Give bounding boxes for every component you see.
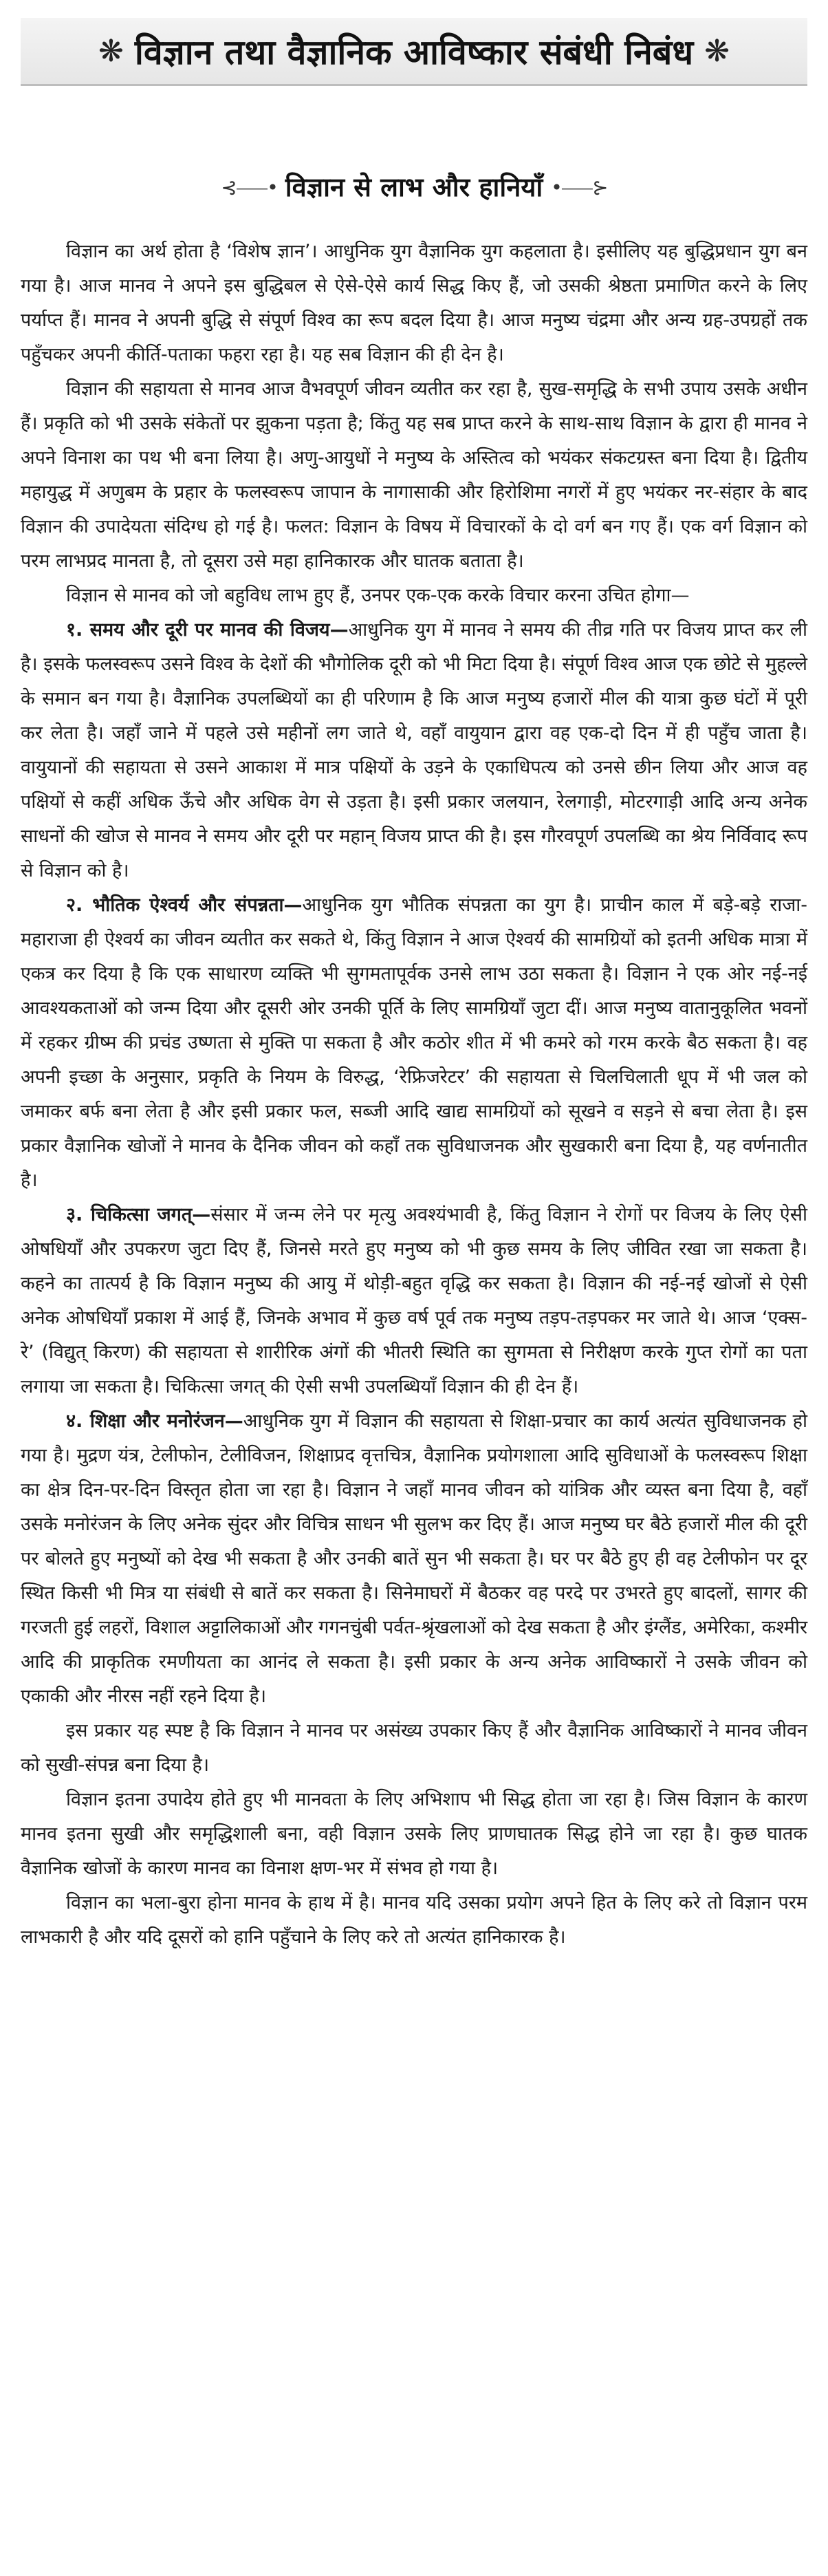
paragraph-text: इस प्रकार यह स्पष्ट है कि विज्ञान ने मानव पर असंख्य उपकार किए हैं और वैज्ञानिक आविष्कारों ने मानव जीवन को सुखी-संपन्न बना दिया है। — [21, 1720, 807, 1776]
paragraph-text: आधुनिक युग भौतिक संपन्नता का युग है। प्राचीन काल में बड़े-बड़े राजा-महाराजा ही ऐश्वर्य का जीवन व्यतीत कर सकते थे, किंतु विज्ञान ने आज ऐश्वर्य की सामग्रियों को इतनी अधिक मात्रा में एकत्र कर दिया है कि एक साधारण व्यक्ति भी सुगमतापूर्वक उनसे लाभ उठा सकता है। विज्ञान ने एक ओर नई-नई आवश्यकताओं को जन्म दिया और दूसरी ओर उनकी पूर्ति के लिए सामग्रियाँ जुटा दीं। आज मनुष्य वातानुकूलित भवनों में रहकर ग्रीष्म की प्रचंड उष्णता से मुक्ति पा सकता है और कठोर शीत में भी कमरे को गरम करके बैठ सकता है। वह अपनी इच्छा के अनुसार, प्रकृति के नियम के विरुद्ध, ‘रेफ्रिजरेटर’ की सहायता से चिलचिलाती धूप में भी जल को जमाकर बर्फ बना लेता है और इसी प्रकार फल, सब्जी आदि खाद्य सामग्रियों को सूखने व सड़ने से बचा लेता है। इस प्रकार वैज्ञानिक खोजों ने मानव के दैनिक जीवन को कहाँ तक सुविधाजनक और सुखकारी बना दिया है, यह वर्णनातीत है। — [21, 894, 807, 1191]
header-banner — [21, 18, 807, 86]
paragraph-text: विज्ञान इतना उपादेय होते हुए भी मानवता के लिए अभिशाप भी सिद्ध होता जा रहा है। जिस विज्ञान के कारण मानव इतना सुखी और समृद्धिशाली बना, वही विज्ञान उसके लिए प्राणघातक सिद्ध होने जा रहा है। कुछ घातक वैज्ञानिक खोजों के कारण मानव का विनाश क्षण-भर में संभव हो गया है। — [21, 1789, 807, 1879]
paragraph-text: विज्ञान से मानव को जो बहुविध लाभ हुए हैं, उनपर एक-एक करके विचार करना उचित होगा— — [66, 585, 690, 606]
essay-body — [21, 235, 807, 1955]
paragraph — [21, 1886, 807, 1955]
paragraph — [21, 1404, 807, 1714]
paragraph-text: विज्ञान की सहायता से मानव आज वैभवपूर्ण जीवन व्यतीत कर रहा है, सुख-समृद्धि के सभी उपाय उसके अधीन हैं। प्रकृति को भी उसके संकेतों पर झुकना पड़ता है; किंतु यह सब प्राप्त करने के साथ-साथ विज्ञान के द्वारा ही मानव ने अपने विनाश का पथ भी बना लिया है। अणु-आयुधों ने मनुष्य के अस्तित्व को भयंकर संकटग्रस्त बना दिया है। द्वितीय महायुद्ध में अणुबम के प्रहार के फलस्वरूप जापान के नागासाकी और हिरोशिमा नगरों में हुए भयंकर नर-संहार के बाद विज्ञान की उपादेयता संदिग्ध हो गई है। फलत: विज्ञान के विषय में विचारकों के दो वर्ग बन गए हैं। एक वर्ग विज्ञान को परम लाभप्रद मानता है, तो दूसरा उसे महा हानिकारक और घातक बताता है। — [21, 378, 807, 572]
point-heading: ४. शिक्षा और मनोरंजन— — [66, 1410, 243, 1432]
paragraph-text: संसार में जन्म लेने पर मृत्यु अवश्यंभावी है, किंतु विज्ञान ने रोगों पर विजय के लिए ऐसी ओषधियाँ और उपकरण जुटा दिए हैं, जिनसे मरते हुए मनुष्य को भी कुछ समय के लिए जीवित रखा जा सकता है। कहने का तात्पर्य है कि विज्ञान मनुष्य की आयु में थोड़ी-बहुत वृद्धि कर सकता है। विज्ञान की नई-नई खोजों से ऐसी अनेक ओषधियाँ प्रकाश में आई हैं, जिनके अभाव में कुछ वर्ष पूर्व तक मनुष्य तड़प-तड़पकर मर जाते थे। आज ‘एक्स-रे’ (विद्युत् किरण) की सहायता से शारीरिक अंगों की भीतरी स्थिति का सुगमता से निरीक्षण करके गुप्त रोगों का पता लगाया जा सकता है। चिकित्सा जगत् की ऐसी सभी उपलब्धियाँ विज्ञान की ही देन हैं। — [21, 1204, 807, 1397]
flourish-left-icon: ⊰⸺• — [221, 176, 277, 199]
paragraph-text: आधुनिक युग में मानव ने समय की तीव्र गति पर विजय प्राप्त कर ली है। इसके फलस्वरूप उसने विश्व के देशों की भौगोलिक दूरी को भी मिटा दिया है। संपूर्ण विश्व आज एक छोटे से मुहल्ले के समान बन गया है। वैज्ञानिक उपलब्धियों का ही परिणाम है कि आज मनुष्य हजारों मील की यात्रा कुछ घंटों में पूरी कर लेता है। जहाँ जाने में पहले उसे महीनों लग जाते थे, वहाँ वायुयान द्वारा वह एक-दो दिन में ही पहुँच जाता है। वायुयानों की सहायता से उसने आकाश में मात्र पक्षियों के उड़ने के एकाधिपत्य को उनसे छीन लिया और आज वह पक्षियों से कहीं अधिक ऊँचे और अधिक वेग से उड़ता है। इसी प्रकार जलयान, रेलगाड़ी, मोटरगाड़ी आदि अन्य अनेक साधनों की खोज से मानव ने समय और दूरी पर महान् विजय प्राप्त की है। इस गौरवपूर्ण उपलब्धि का श्रेय निर्विवाद रूप से विज्ञान को है। — [21, 619, 807, 881]
paragraph — [21, 613, 807, 888]
paragraph — [21, 1198, 807, 1404]
point-heading: १. समय और दूरी पर मानव की विजय— — [66, 619, 349, 641]
section-title: विज्ञान से लाभ और हानियाँ — [285, 172, 543, 202]
flower-ornament-icon: ❋ — [704, 33, 730, 69]
flower-ornament-icon: ❋ — [98, 33, 124, 69]
paragraph — [21, 1714, 807, 1783]
flourish-right-icon: •⸺⊱ — [551, 176, 607, 199]
paragraph — [21, 235, 807, 372]
section-heading — [21, 169, 807, 204]
paragraph-text: आधुनिक युग में विज्ञान की सहायता से शिक्षा-प्रचार का कार्य अत्यंत सुविधाजनक हो गया है। मुद्रण यंत्र, टेलीफोन, टेलीविजन, शिक्षाप्रद वृत्तचित्र, वैज्ञानिक प्रयोगशाला आदि सुविधाओं के फलस्वरूप शिक्षा का क्षेत्र दिन-पर-दिन विस्तृत होता जा रहा है। विज्ञान ने जहाँ मानव जीवन को यांत्रिक और व्यस्त बना दिया है, वहाँ उसके मनोरंजन के लिए अनेक सुंदर और विचित्र साधन भी सुलभ कर दिए हैं। आज मनुष्य घर बैठे हजारों मील की दूरी पर बोलते हुए मनुष्यों को देख भी सकता है और उनकी बातें सुन भी सकता है। घर पर बैठे हुए ही वह टेलीफोन पर दूर स्थित किसी भी मित्र या संबंधी से बातें कर सकता है। सिनेमाघरों में बैठकर वह परदे पर उभरते हुए बादलों, सागर की गरजती हुई लहरों, विशाल अट्टालिकाओं और गगनचुंबी पर्वत-श्रृंखलाओं को देख सकता है और इंग्लैंड, अमेरिका, कश्मीर आदि की प्राकृतिक रमणीयता का आनंद ले सकता है। इसी प्रकार के अन्य अनेक आविष्कारों ने उसके जीवन को एकाकी और नीरस नहीं रहने दिया है। — [21, 1410, 807, 1707]
paragraph-text: विज्ञान का भला-बुरा होना मानव के हाथ में है। मानव यदि उसका प्रयोग अपने हित के लिए करे तो विज्ञान परम लाभकारी है और यदि दूसरों को हानि पहुँचाने के लिए करे तो अत्यंत हानिकारक है। — [21, 1892, 807, 1948]
point-heading: २. भौतिक ऐश्वर्य और संपन्नता— — [66, 894, 303, 916]
paragraph-text: विज्ञान का अर्थ होता है ‘विशेष ज्ञान’। आधुनिक युग वैज्ञानिक युग कहलाता है। इसीलिए यह बुद्धिप्रधान युग बन गया है। आज मानव ने अपने इस बुद्धिबल से ऐसे-ऐसे कार्य सिद्ध किए हैं, जो उसकी श्रेष्ठता प्रमाणित करने के लिए पर्याप्त हैं। मानव ने अपनी बुद्धि से संपूर्ण विश्व का रूप बदल दिया है। आज मनुष्य चंद्रमा और अन्य ग्रह-उपग्रहों तक पहुँचकर अपनी कीर्ति-पताका फहरा रहा है। यह सब विज्ञान की ही देन है। — [21, 241, 807, 365]
page-title: विज्ञान तथा वैज्ञानिक आविष्कार संबंधी निबंध — [134, 32, 694, 72]
paragraph — [21, 579, 807, 613]
point-heading: ३. चिकित्सा जगत्— — [66, 1204, 211, 1225]
paragraph — [21, 1783, 807, 1886]
paragraph — [21, 888, 807, 1198]
paragraph — [21, 372, 807, 579]
